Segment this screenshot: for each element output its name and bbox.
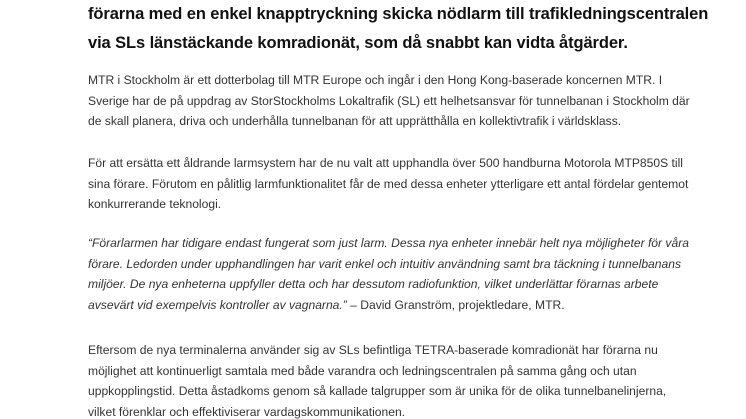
quote-attribution: – David Granström, projektledare, MTR.: [346, 297, 565, 312]
paragraph-line: de skall planera, driva och underhålla tunnelbanan för att upprätthålla en kollektivtrafik i världsklass.: [88, 114, 622, 128]
quote-line: miljöer. De nya enheterna uppfyller detta och har dessutom radiofunktion, vilket underlättar förarnas arbete: [88, 277, 659, 291]
lead-text: [88, 0, 709, 58]
quote-line: avsevärt vid exempelvis kontroller av vagnarna.”: [88, 297, 347, 312]
paragraph-line: möjlighet att kontinuerligt samtala med både varandra och ledningscentralen på samma gång och utan: [88, 363, 637, 378]
paragraph-quote: [88, 233, 689, 315]
paragraph-line: Sverige har de på uppdrag av StorStockholms Lokaltrafik (SL) ett helhetsansvar för tunnelbanan i Stockholm där: [88, 93, 690, 108]
paragraph-line: För att ersätta ett åldrande larmsystem har de nu valt att upphandla över 500 handburna Motorola MTP850S till: [88, 156, 683, 170]
paragraph-line: sina förare. Förutom en pålitlig larmfunktionalitet får de med dessa enheter ytterligare ett antal fördelar gentemot: [88, 176, 689, 191]
paragraph-line: konkurrerande teknologi.: [88, 197, 222, 211]
paragraph-line: Eftersom de nya terminalerna använder sig av SLs befintliga TETRA-baserade komradionät har förarna nu: [88, 343, 658, 357]
lead-line: förarna med en enkel knapptryckning skicka nödlarm till trafikledningscentralen: [88, 5, 709, 23]
quote-line: förare. Ledorden under upphandlingen har varit enkel och intuitiv användning samt bra täckning i tunnelbanans: [88, 256, 681, 271]
article-body: [88, 0, 709, 419]
paragraph-company: [88, 70, 690, 132]
paragraph-line: MTR i Stockholm är ett dotterbolag till MTR Europe och ingår i den Hong Kong-baserade koncernen MTR. I: [88, 73, 663, 87]
paragraph-line: vilket förenklar och effektiviserar vardagskommunikationen.: [88, 404, 406, 419]
lead-line: via SLs länstäckande komradionät, som då snabbt kan vidta åtgärder.: [88, 34, 628, 52]
quote-line: “Förarlarmen har tidigare endast fungerat som just larm. Dessa nya enheter innebär helt nya möjligheter för våra: [88, 236, 689, 250]
paragraph-tetra: [88, 340, 666, 419]
paragraph-line: uppkopplingstid. Detta åstadkoms genom så kallade talgrupper som är unika för de olika tunnelbanelinjerna,: [88, 384, 667, 398]
quote-last-line: [88, 295, 689, 316]
paragraph-procurement: [88, 153, 688, 215]
